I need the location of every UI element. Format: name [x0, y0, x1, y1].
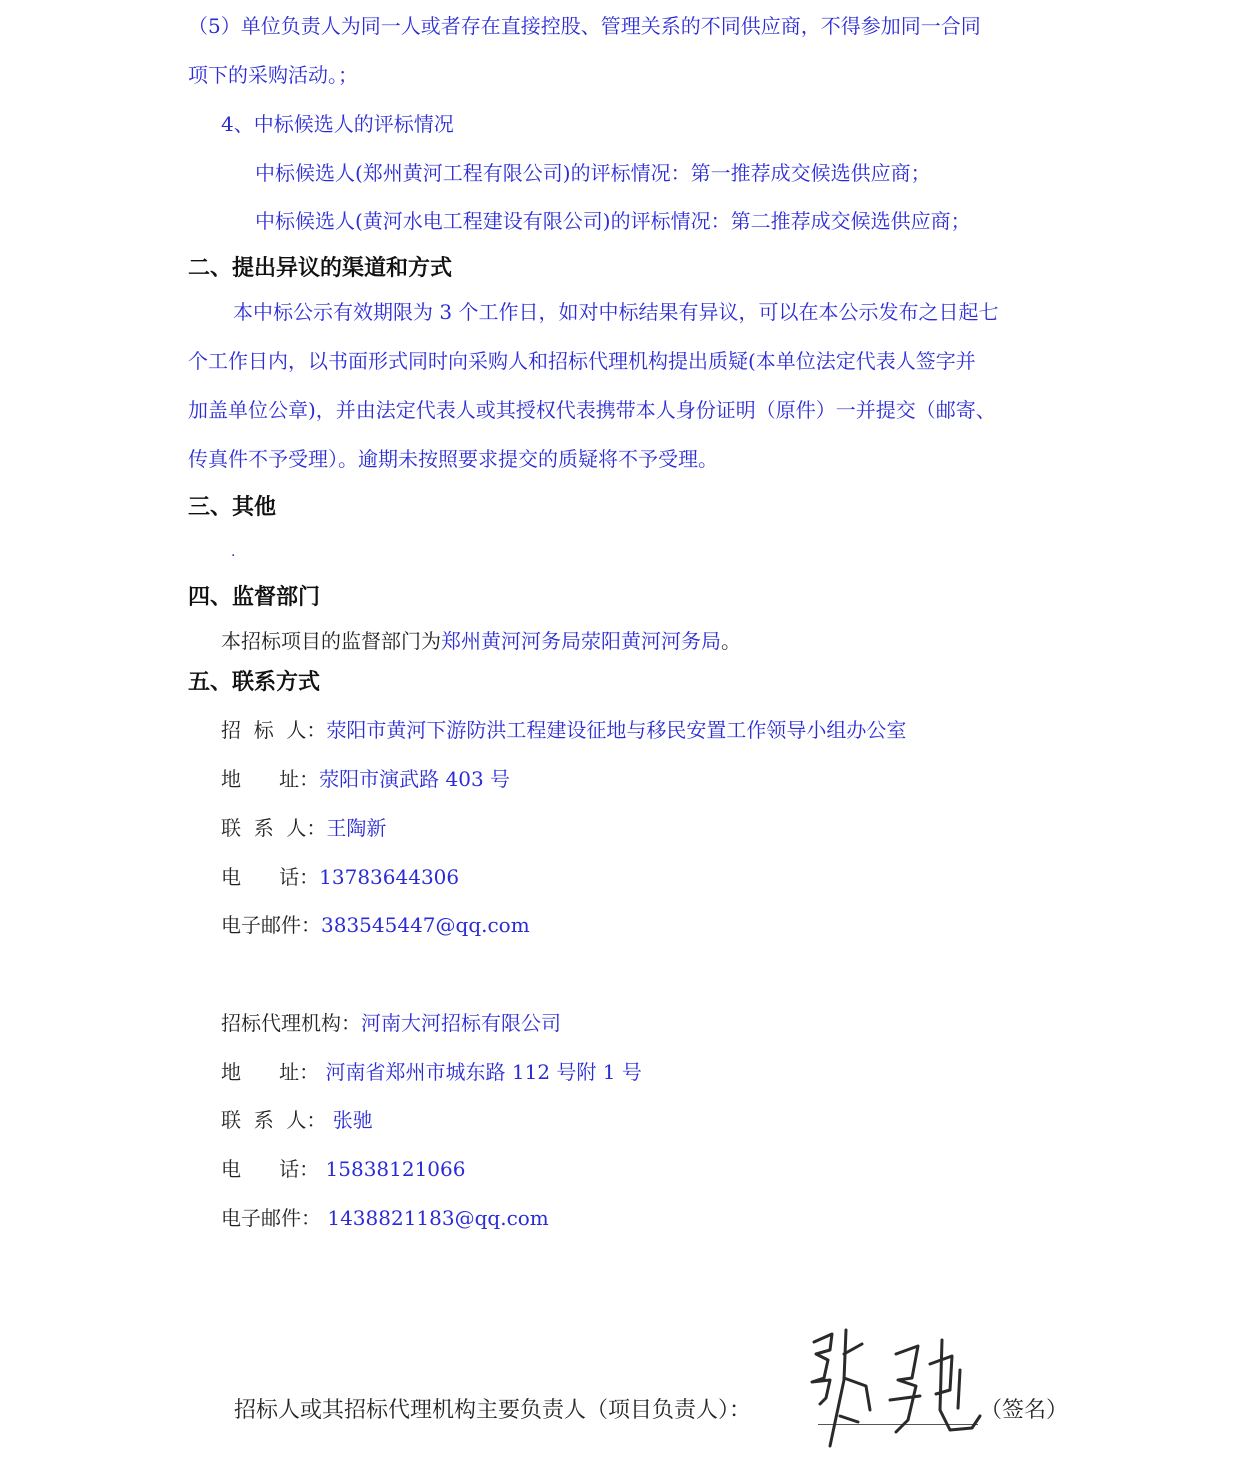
item5-line2: 项下的采购活动。；	[188, 63, 358, 87]
tenderer-contact-value: 王陶新	[326, 816, 387, 840]
agency-name-label: 招标代理机构：	[221, 1011, 361, 1035]
tenderer-contact-row	[221, 814, 386, 842]
tenderer-phone-label: 电 话：	[221, 865, 320, 889]
section2-line-2: 个工作日内，以书面形式同时向采购人和招标代理机构提出质疑(本单位法定代表人签字并	[188, 349, 976, 373]
signature-block	[0, 1320, 1240, 1459]
supervision-dept: 郑州黄河河务局荥阳黄河河务局	[441, 629, 721, 653]
candidate-2: 中标候选人(黄河水电工程建设有限公司)的评标情况：第二推荐成交候选供应商；	[255, 209, 971, 233]
section4-heading: 四、监督部门	[188, 585, 321, 610]
tenderer-address-label: 地 址：	[221, 767, 320, 791]
agency-name-row	[221, 1009, 561, 1037]
agency-email-value[interactable]: 1438821183@qq.com	[321, 1206, 549, 1230]
agency-contact-value: 张驰	[326, 1108, 373, 1132]
agency-phone-value: 15838121066	[319, 1157, 466, 1181]
subsection4-title: 4、中标候选人的评标情况	[221, 112, 454, 136]
section2-line-1: 本中标公示有效期限为 3 个工作日，如对中标结果有异议，可以在本公示发布之日起七	[233, 300, 999, 324]
tenderer-name-row	[221, 716, 906, 744]
supervision-prefix: 本招标项目的监督部门为	[221, 629, 441, 653]
tenderer-email-label: 电子邮件：	[221, 913, 321, 937]
supervision-sentence	[221, 627, 741, 655]
tenderer-contact-label: 联 系 人：	[221, 816, 327, 840]
candidate-1: 中标候选人(郑州黄河工程有限公司)的评标情况：第一推荐成交候选供应商；	[255, 161, 931, 185]
agency-phone-label: 电 话：	[221, 1157, 320, 1181]
section5-heading: 五、联系方式	[188, 670, 321, 695]
tenderer-phone-value: 13783644306	[319, 865, 460, 889]
tenderer-name-label: 招 标 人：	[221, 718, 327, 742]
section3-heading: 三、其他	[188, 495, 277, 520]
agency-contact-label: 联 系 人：	[221, 1108, 327, 1132]
agency-address-row	[221, 1058, 642, 1086]
tenderer-email-row	[221, 911, 530, 939]
agency-contact-row	[221, 1106, 373, 1134]
handwritten-signature	[800, 1320, 990, 1459]
tenderer-email-value[interactable]: 383545447@qq.com	[321, 913, 530, 937]
section2-line-4: 传真件不予受理）。逾期未按照要求提交的质疑将不予受理。	[188, 447, 718, 471]
signature-close: （签名）	[980, 1398, 1069, 1423]
signature-label: 招标人或其招标代理机构主要负责人（项目负责人）：	[234, 1398, 752, 1423]
tenderer-name-value: 荥阳市黄河下游防洪工程建设征地与移民安置工作领导小组办公室	[326, 718, 907, 742]
tenderer-phone-row	[221, 863, 459, 891]
item5-line1: （5）单位负责人为同一人或者存在直接控股、管理关系的不同供应商，不得参加同一合同	[188, 14, 981, 38]
tenderer-address-row	[221, 765, 510, 793]
section3-body: .	[231, 544, 236, 560]
section2-line-3: 加盖单位公章)，并由法定代表人或其授权代表携带本人身份证明（原件）一并提交（邮寄、	[188, 398, 996, 422]
supervision-suffix: 。	[721, 629, 741, 653]
agency-address-label: 地 址：	[221, 1060, 320, 1084]
section2-heading: 二、提出异议的渠道和方式	[188, 256, 453, 281]
agency-email-row	[221, 1204, 549, 1232]
agency-phone-row	[221, 1155, 465, 1183]
agency-email-label: 电子邮件：	[221, 1206, 321, 1230]
agency-address-value: 河南省郑州市城东路 112 号附 1 号	[319, 1060, 642, 1084]
agency-name-value: 河南大河招标有限公司	[361, 1011, 561, 1035]
tenderer-address-value: 荥阳市演武路 403 号	[319, 767, 511, 791]
